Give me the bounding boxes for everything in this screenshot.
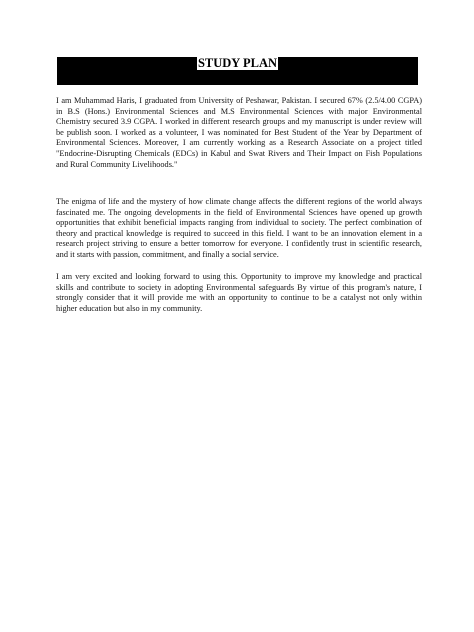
paragraph-text: I am very excited and looking forward to using this. Opportunity to improve my knowledge and practical skills and contribute to society in adopting Environmental safeguards By virtue of this program's nature, I strongly consider that it will provide me with an opportunity to continue to be a catalyst not only within higher education but also in my community. [56, 272, 422, 313]
paragraph-goals [56, 272, 422, 314]
paragraph-motivation [56, 197, 422, 261]
page-title-label: STUDY PLAN [197, 56, 278, 70]
paragraph-introduction [56, 96, 422, 170]
paragraph-text: I am Muhammad Haris, I graduated from University of Peshawar, Pakistan. I secured 67% (2.5/4.00 CGPA) in B.S (Hons.) Environmental Sciences and M.S Environmental Sciences with major Environmental Chemistry secured 3.9 CGPA. I worked in different research groups and my manuscript is under review will be publish soon. I worked as a volunteer, I was nominated for Best Student of the Year by Department of Environmental Sciences. Moreover, I am currently working as a Research Associate on a project titled "Endocrine-Disrupting Chemicals (EDCs) in Kabul and Swat Rivers and Their Impact on Fish Populations and Rural Community Livelihoods." [56, 96, 422, 169]
paragraph-text: The enigma of life and the mystery of how climate change affects the different regions of the world always fascinated me. The ongoing developments in the field of Environmental Sciences have opened up growth opportunities that exhibit beneficial impacts ranging from individual to society. The perfect combination of theory and practical knowledge is required to succeed in this field. I want to be an innovation element in a research project striving to ensure a better tomorrow for everyone. I confidently trust in scientific research, and it starts with passion, commitment, and finally a social service. [56, 197, 422, 259]
page-title [57, 56, 418, 70]
title-banner [57, 57, 418, 85]
